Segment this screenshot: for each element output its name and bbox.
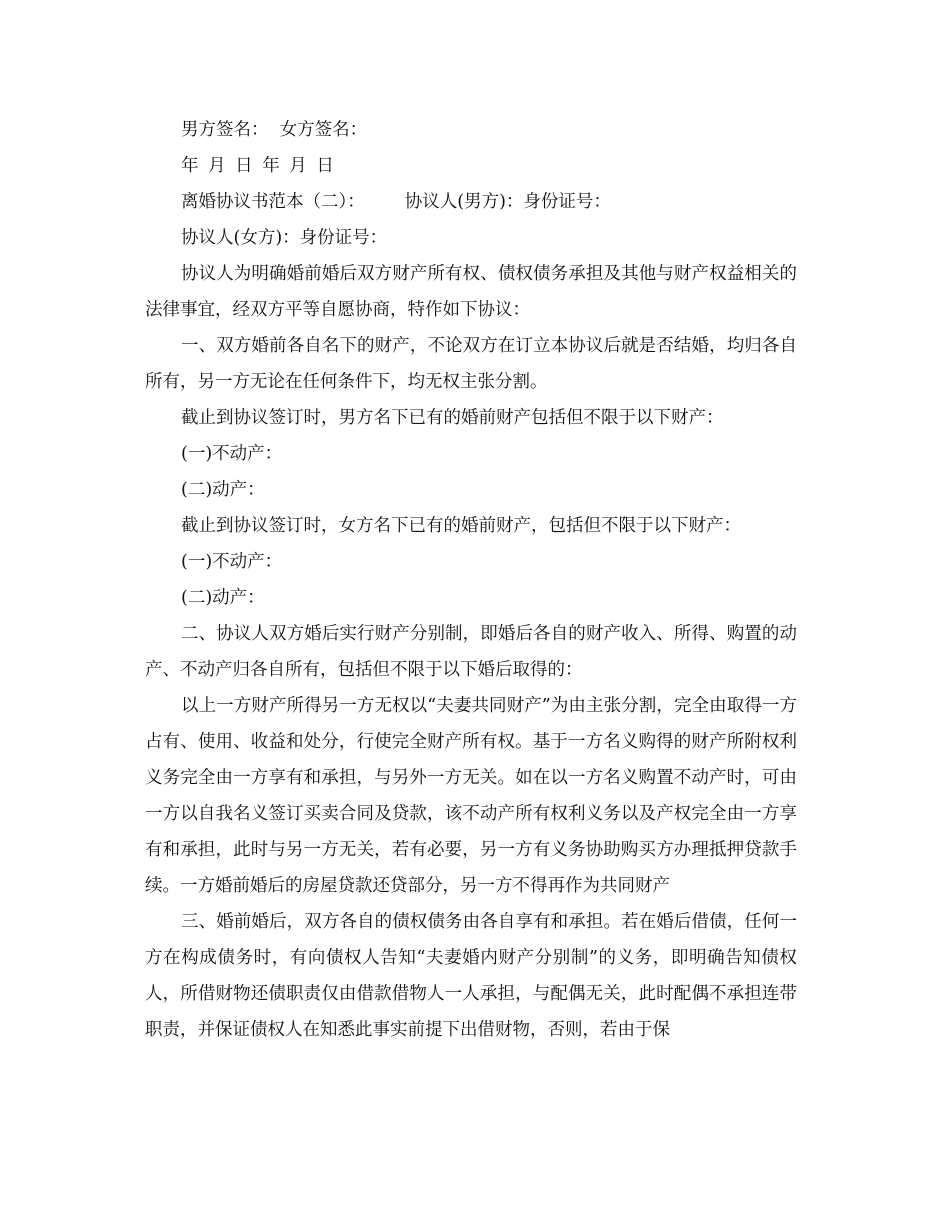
female-movable-item: (二)动产： [181,588,265,608]
party-male: 协议人(男方)：身份证号： [404,192,611,212]
female-property-intro: 截止到协议签订时，女方名下已有的婚前财产，包括但不限于以下财产： [181,516,741,536]
sample-title: 离婚协议书范本（二）： [181,192,365,212]
document-page [145,112,797,1048]
sample-title-line [145,184,797,220]
date-line: 年 月 日 年 月 日 [181,156,336,176]
signature-line: 男方签名： 女方签名： [181,120,368,140]
male-property-intro: 截止到协议签订时，男方名下已有的婚前财产包括但不限于以下财产： [181,408,724,428]
clause-3-paragraph: 三、婚前婚后，双方各自的债权债务由各自享有和承担。若在婚后借债，任何一方在构成债务时，有向债权人告知“夫妻婚内财产分别制”的义务，即明确告知债权人，所借财物还债职责仅由借款借物人一人承担，与配偶无关，此时配偶不承担连带职责，并保证债权人在知悉此事实前提下出借财物，否则，若由于保 [145,912,797,1040]
female-real-estate-item: (一)不动产： [181,552,283,572]
clause-2-detail-paragraph: 以上一方财产所得另一方无权以“夫妻共同财产”为由主张分割，完全由取得一方占有、使用、收益和处分，行使完全财产所有权。基于一方名义购得的财产所附权利义务完全由一方享有和承担，与另外一方无关。如在以一方名义购置不动产时，可由一方以自我名义签订买卖合同及贷款，该不动产所有权利义务以及产权完全由一方享有和承担，此时与另一方无关，若有必要，另一方有义务协助购买方办理抵押贷款手续。一方婚前婚后的房屋贷款还贷部分，另一方不得再作为共同财产 [145,696,797,896]
male-real-estate-item: (一)不动产： [181,444,283,464]
preamble-paragraph: 协议人为明确婚前婚后双方财产所有权、债权债务承担及其他与财产权益相关的法律事宜，经双方平等自愿协商，特作如下协议： [145,264,797,320]
party-female: 协议人(女方)：身份证号： [181,228,388,248]
male-movable-item: (二)动产： [181,480,265,500]
clause-2-paragraph: 二、协议人双方婚后实行财产分别制，即婚后各自的财产收入、所得、购置的动产、不动产归各自所有，包括但不限于以下婚后取得的： [145,624,797,680]
clause-1-paragraph: 一、双方婚前各自名下的财产，不论双方在订立本协议后就是否结婚，均归各自所有，另一方无论在任何条件下，均无权主张分割。 [145,336,797,392]
